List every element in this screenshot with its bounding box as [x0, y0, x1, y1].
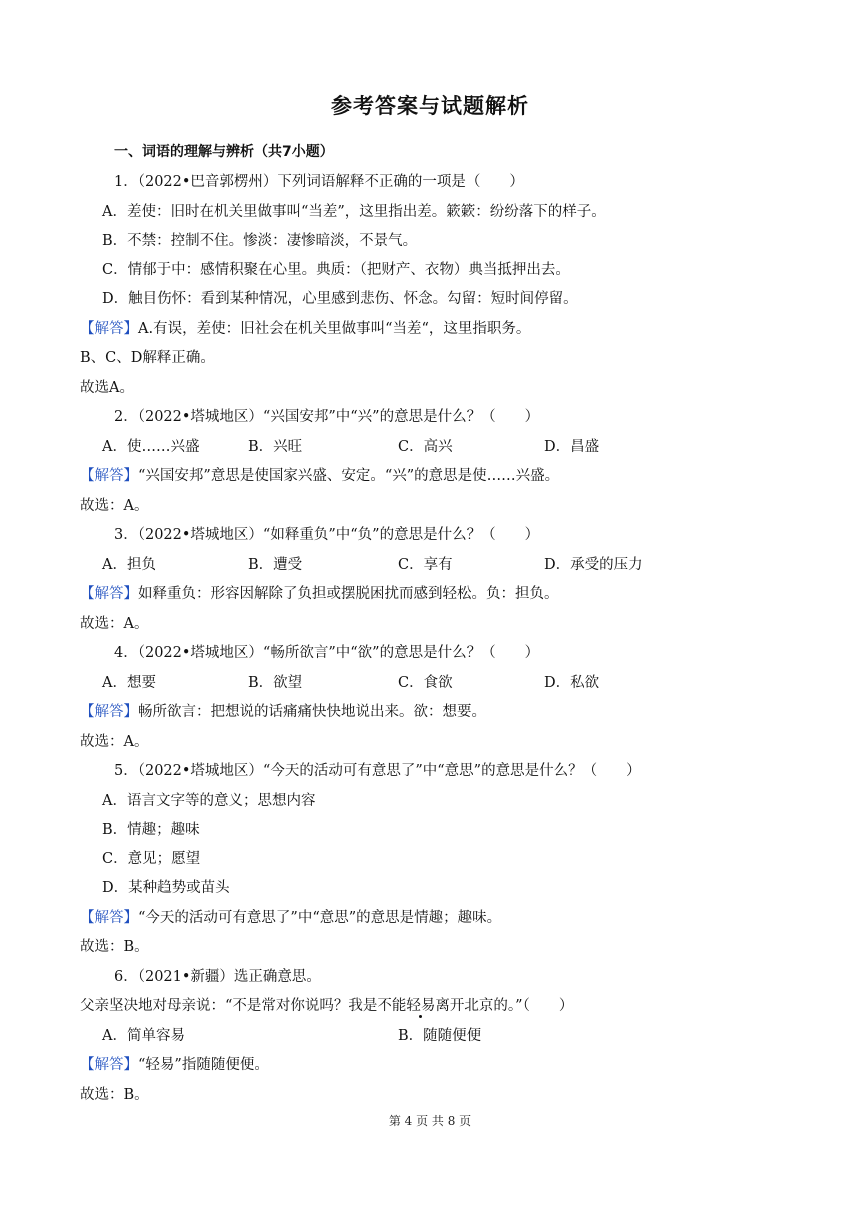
- question-1-answer: [80, 319, 530, 339]
- question-6-option-b: B．随随便便: [398, 1028, 482, 1044]
- question-2-option-c: C．高兴: [398, 439, 453, 455]
- page-title: 参考答案与试题解析: [331, 94, 529, 118]
- question-6-stem: 6．（2021•新疆）选正确意思。: [114, 969, 321, 985]
- question-5-choice: 故选：B。: [80, 939, 149, 955]
- answer-tag: 【解答】: [80, 321, 138, 337]
- question-2-option-a: A．使……兴盛: [102, 439, 200, 455]
- question-4-option-b: B．欲望: [248, 675, 303, 691]
- question-1-option-d: D．触目伤怀：看到某种情况，心里感到悲伤、怀念。勾留：短时间停留。: [102, 291, 578, 307]
- answer-text: 如释重负：形容因解除了负担或摆脱困扰而感到轻松。负：担负。: [138, 586, 559, 602]
- answer-text: 畅所欲言：把想说的话痛痛快快地说出来。欲：想要。: [138, 704, 486, 720]
- answer-tag: 【解答】: [80, 910, 138, 926]
- question-5-option-c: C．意见；愿望: [102, 851, 201, 867]
- answer-tag: 【解答】: [80, 1057, 138, 1073]
- question-5-stem: 5．（2022•塔城地区）“今天的活动可有意思了”中“意思”的意思是什么？（ ）: [114, 763, 641, 779]
- question-6-option-a: A．简单容易: [102, 1028, 185, 1044]
- question-2-option-d: D．昌盛: [544, 439, 600, 455]
- question-1-option-b: B．不禁：控制不住。惨淡：凄惨暗淡，不景气。: [102, 233, 418, 249]
- answer-text: “兴国安邦”意思是使国家兴盛、安定。“兴”的意思是使……兴盛。: [138, 468, 560, 484]
- question-3-option-d: D．承受的压力: [544, 557, 643, 573]
- answer-text: “今天的活动可有意思了”中“意思”的意思是情趣；趣味。: [138, 910, 502, 926]
- question-3-stem: 3．（2022•塔城地区）“如释重负”中“负”的意思是什么？（ ）: [114, 527, 540, 543]
- question-1-option-a: A．差使：旧时在机关里做事叫“当差”，这里指出差。簌簌：纷纷落下的样子。: [102, 204, 606, 220]
- question-5-answer: [80, 908, 501, 928]
- question-4-option-d: D．私欲: [544, 675, 600, 691]
- question-3-option-c: C．享有: [398, 557, 453, 573]
- question-3-option-a: A．担负: [102, 557, 156, 573]
- question-5-option-b: B．情趣；趣味: [102, 822, 200, 838]
- question-2-choice: 故选：A。: [80, 498, 149, 514]
- answer-text: A.有误，差使：旧社会在机关里做事叫“当差“，这里指职务。: [138, 321, 531, 337]
- page-footer: 第 4 页 共 8 页: [388, 1114, 472, 1128]
- question-4-choice: 故选：A。: [80, 734, 149, 750]
- sentence-text: 离开北京的。”（ ）: [435, 998, 574, 1014]
- sentence-text: 父亲坚决地对母亲说：“不是常对你说吗？我是不能: [80, 998, 407, 1014]
- section-heading: 一、词语的理解与辨析（共7小题）: [114, 144, 334, 160]
- question-5-option-a: A．语言文字等的意义；思想内容: [102, 793, 316, 809]
- question-5-option-d: D．某种趋势或苗头: [102, 880, 230, 896]
- emphasized-word: 轻易: [406, 998, 436, 1014]
- question-3-option-b: B．遭受: [248, 557, 303, 573]
- question-2-answer: [80, 466, 559, 486]
- question-6-choice: 故选：B。: [80, 1087, 149, 1103]
- question-2-option-b: B．兴旺: [248, 439, 303, 455]
- answer-tag: 【解答】: [80, 468, 138, 484]
- question-1-option-c: C．情郁于中：感情积聚在心里。典质：（把财产、衣物）典当抵押出去。: [102, 262, 570, 278]
- question-1-stem: 1．（2022•巴音郭楞州）下列词语解释不正确的一项是（ ）: [114, 174, 524, 190]
- question-4-stem: 4．（2022•塔城地区）“畅所欲言”中“欲”的意思是什么？（ ）: [114, 645, 540, 661]
- question-1-answer-continued: B、C、D解释正确。: [80, 350, 215, 366]
- answer-tag: 【解答】: [80, 704, 138, 720]
- question-1-choice: 故选A。: [80, 380, 134, 396]
- question-4-option-a: A．想要: [102, 675, 156, 691]
- question-4-option-c: C．食欲: [398, 675, 453, 691]
- question-6-sentence: [80, 996, 573, 1016]
- question-3-answer: [80, 584, 559, 604]
- question-3-choice: 故选：A。: [80, 616, 149, 632]
- question-6-answer: [80, 1055, 269, 1075]
- question-2-stem: 2．（2022•塔城地区）“兴国安邦”中“兴”的意思是什么？（ ）: [114, 409, 540, 425]
- answer-tag: 【解答】: [80, 586, 138, 602]
- question-4-answer: [80, 702, 486, 722]
- answer-text: “轻易”指随随便便。: [138, 1057, 269, 1073]
